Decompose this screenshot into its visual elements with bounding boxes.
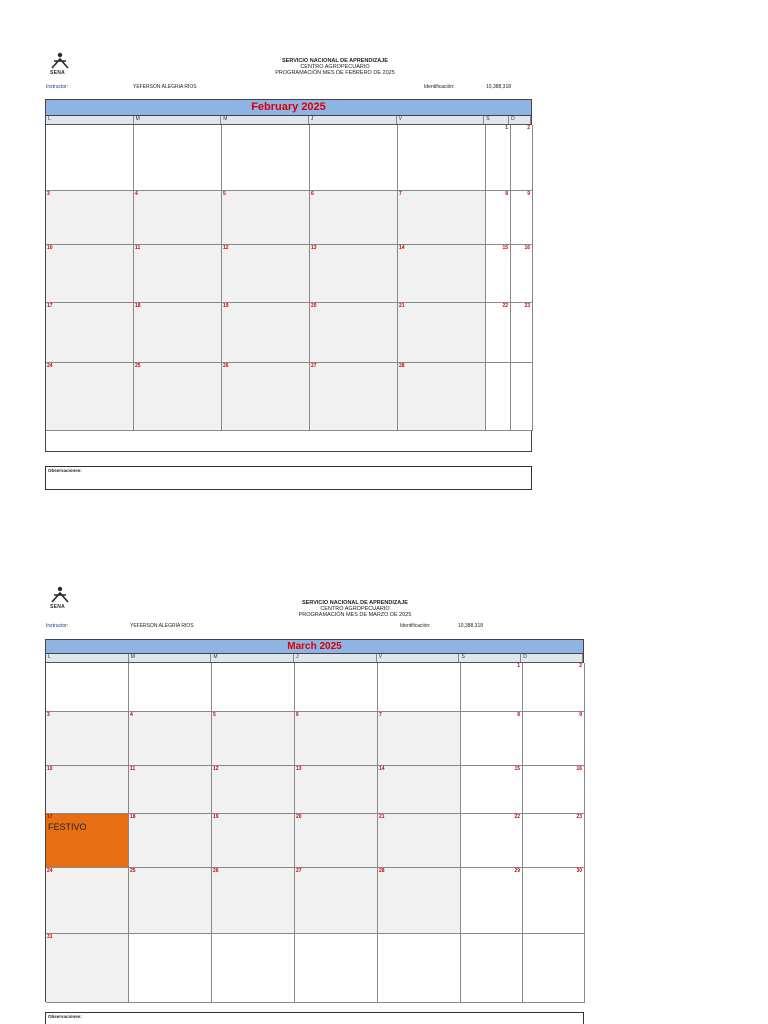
weekday-0: L xyxy=(46,116,134,124)
programming-title: PROGRAMACIÓN MES DE MARZO DE 2025 xyxy=(298,612,412,618)
march-page xyxy=(0,512,768,1024)
day-number: 23 xyxy=(524,303,530,309)
day-number: 26 xyxy=(223,363,229,369)
day-number: 11 xyxy=(135,245,141,251)
observations-label: Observaciones: xyxy=(48,468,82,473)
day-cell[interactable] xyxy=(310,303,398,363)
sena-logo xyxy=(50,586,80,616)
day-number: 3 xyxy=(47,191,50,197)
day-cell[interactable] xyxy=(46,712,129,766)
day-cell[interactable] xyxy=(310,125,398,191)
day-number: 14 xyxy=(379,766,385,772)
weekday-1: M xyxy=(129,654,212,662)
day-cell[interactable] xyxy=(46,814,129,868)
day-cell[interactable] xyxy=(134,363,222,431)
day-cell[interactable] xyxy=(461,663,523,712)
day-number: 11 xyxy=(130,766,136,772)
day-number: 1 xyxy=(505,125,508,131)
day-cell[interactable] xyxy=(222,303,310,363)
day-number: 8 xyxy=(517,712,520,718)
day-number: 3 xyxy=(47,712,50,718)
day-number: 2 xyxy=(579,663,582,669)
day-cell[interactable] xyxy=(523,766,585,814)
day-number: 27 xyxy=(311,363,317,369)
day-cell[interactable] xyxy=(212,766,295,814)
weekday-4: V xyxy=(397,116,485,124)
sena-logo xyxy=(50,52,80,82)
day-number: 5 xyxy=(223,191,226,197)
day-number: 19 xyxy=(213,814,219,820)
day-number: 17 xyxy=(47,303,53,309)
weekday-5: S xyxy=(459,654,521,662)
day-cell[interactable] xyxy=(46,868,129,934)
instructor-label: Instructor: xyxy=(46,623,69,629)
weekday-3: J xyxy=(294,654,377,662)
day-number: 1 xyxy=(517,663,520,669)
weekday-6: D xyxy=(509,116,531,124)
day-cell[interactable] xyxy=(511,245,533,303)
day-cell[interactable] xyxy=(129,868,212,934)
day-cell[interactable] xyxy=(523,663,585,712)
day-number: 12 xyxy=(223,245,229,251)
weekday-header xyxy=(46,654,583,663)
day-cell[interactable] xyxy=(46,934,129,1003)
day-cell[interactable] xyxy=(295,934,378,1003)
day-cell[interactable] xyxy=(134,191,222,245)
day-cell[interactable] xyxy=(461,934,523,1003)
day-cell[interactable] xyxy=(222,363,310,431)
day-cell[interactable] xyxy=(398,125,486,191)
day-number: 20 xyxy=(296,814,302,820)
day-number: 27 xyxy=(296,868,302,874)
day-number: 24 xyxy=(47,868,53,874)
id-value: 10,388,318 xyxy=(486,84,512,90)
day-cell[interactable] xyxy=(212,663,295,712)
holiday-label: FESTIVO xyxy=(48,822,87,832)
day-cell[interactable] xyxy=(212,868,295,934)
day-number: 25 xyxy=(130,868,136,874)
day-number: 18 xyxy=(135,303,141,309)
day-number: 28 xyxy=(399,363,405,369)
observations-label: Observaciones: xyxy=(48,1014,82,1019)
day-cell[interactable] xyxy=(310,363,398,431)
calendar-grid xyxy=(46,125,531,451)
day-cell[interactable] xyxy=(511,363,533,431)
day-cell[interactable] xyxy=(523,868,585,934)
day-number: 15 xyxy=(514,766,520,772)
day-cell[interactable] xyxy=(222,191,310,245)
day-number: 7 xyxy=(379,712,382,718)
day-cell[interactable] xyxy=(486,125,511,191)
day-cell[interactable] xyxy=(511,303,533,363)
day-number: 13 xyxy=(311,245,317,251)
month-title: March 2025 xyxy=(46,640,583,654)
instructor-name: YEFERSON ALEGRIA RIOS xyxy=(130,623,194,629)
day-cell[interactable] xyxy=(523,712,585,766)
day-number: 22 xyxy=(514,814,520,820)
day-number: 22 xyxy=(502,303,508,309)
day-number: 16 xyxy=(524,245,530,251)
id-label: Identificación: xyxy=(424,84,455,90)
day-number: 24 xyxy=(47,363,53,369)
day-cell[interactable] xyxy=(295,814,378,868)
day-cell[interactable] xyxy=(129,934,212,1003)
day-cell[interactable] xyxy=(511,191,533,245)
day-number: 15 xyxy=(502,245,508,251)
day-number: 21 xyxy=(379,814,385,820)
day-cell[interactable] xyxy=(461,868,523,934)
day-number: 4 xyxy=(135,191,138,197)
day-cell[interactable] xyxy=(378,934,461,1003)
day-number: 14 xyxy=(399,245,405,251)
day-cell[interactable] xyxy=(134,303,222,363)
day-number: 9 xyxy=(579,712,582,718)
page-header xyxy=(230,58,440,76)
day-cell[interactable] xyxy=(486,245,511,303)
sena-logo-icon xyxy=(50,586,70,604)
logo-text: SENA xyxy=(50,70,66,76)
day-cell[interactable] xyxy=(46,363,134,431)
day-cell[interactable] xyxy=(398,363,486,431)
day-number: 21 xyxy=(399,303,405,309)
id-value: 10,388,318 xyxy=(458,623,484,629)
day-cell[interactable] xyxy=(129,712,212,766)
day-number: 18 xyxy=(130,814,136,820)
day-cell[interactable] xyxy=(295,712,378,766)
weekday-5: S xyxy=(484,116,509,124)
day-cell[interactable] xyxy=(523,814,585,868)
day-number: 13 xyxy=(296,766,302,772)
day-number: 4 xyxy=(130,712,133,718)
programming-title: PROGRAMACIÓN MES DE FEBRERO DE 2025 xyxy=(275,70,395,76)
day-cell[interactable] xyxy=(46,245,134,303)
day-number: 12 xyxy=(213,766,219,772)
day-cell[interactable] xyxy=(461,712,523,766)
day-cell[interactable] xyxy=(378,868,461,934)
month-title: February 2025 xyxy=(46,100,531,116)
day-number: 6 xyxy=(311,191,314,197)
day-number: 28 xyxy=(379,868,385,874)
day-cell[interactable] xyxy=(222,245,310,303)
day-cell[interactable] xyxy=(398,191,486,245)
day-cell[interactable] xyxy=(378,712,461,766)
day-cell[interactable] xyxy=(486,363,511,431)
day-cell[interactable] xyxy=(46,766,129,814)
day-cell[interactable] xyxy=(523,934,585,1003)
day-number: 2 xyxy=(527,125,530,131)
logo-text: SENA xyxy=(50,604,66,610)
day-cell[interactable] xyxy=(46,125,134,191)
day-cell[interactable] xyxy=(486,191,511,245)
day-number: 31 xyxy=(47,934,53,940)
day-cell[interactable] xyxy=(295,663,378,712)
weekday-0: L xyxy=(46,654,129,662)
weekday-3: J xyxy=(309,116,397,124)
institution-title: SERVICIO NACIONAL DE APRENDIZAJE xyxy=(282,58,388,64)
day-cell[interactable] xyxy=(398,303,486,363)
day-number: 10 xyxy=(47,766,53,772)
day-cell[interactable] xyxy=(46,191,134,245)
day-cell[interactable] xyxy=(461,766,523,814)
day-cell[interactable] xyxy=(295,868,378,934)
day-cell[interactable] xyxy=(461,814,523,868)
weekday-4: V xyxy=(377,654,460,662)
weekday-2: M xyxy=(211,654,294,662)
day-number: 8 xyxy=(505,191,508,197)
center-title: CENTRO AGROPECUARIO xyxy=(320,606,390,612)
weekday-header xyxy=(46,116,531,125)
day-cell[interactable] xyxy=(222,125,310,191)
day-number: 25 xyxy=(135,363,141,369)
day-cell[interactable] xyxy=(46,303,134,363)
day-number: 30 xyxy=(576,868,582,874)
day-cell[interactable] xyxy=(134,245,222,303)
day-cell[interactable] xyxy=(511,125,533,191)
day-cell[interactable] xyxy=(212,814,295,868)
day-number: 23 xyxy=(576,814,582,820)
day-cell[interactable] xyxy=(129,663,212,712)
day-cell[interactable] xyxy=(46,663,129,712)
day-cell[interactable] xyxy=(398,245,486,303)
observations-box[interactable] xyxy=(45,1012,584,1024)
instructor-label: Instructor: xyxy=(46,84,69,90)
day-cell[interactable] xyxy=(378,814,461,868)
day-cell[interactable] xyxy=(378,663,461,712)
day-number: 17 xyxy=(47,814,53,820)
day-cell[interactable] xyxy=(129,766,212,814)
day-number: 6 xyxy=(296,712,299,718)
february-calendar xyxy=(45,99,532,452)
day-number: 20 xyxy=(311,303,317,309)
day-cell[interactable] xyxy=(134,125,222,191)
day-cell[interactable] xyxy=(212,712,295,766)
page-header xyxy=(250,600,460,618)
day-cell[interactable] xyxy=(486,303,511,363)
day-cell[interactable] xyxy=(310,245,398,303)
institution-title: SERVICIO NACIONAL DE APRENDIZAJE xyxy=(302,600,408,606)
day-cell[interactable] xyxy=(212,934,295,1003)
center-title: CENTRO AGROPECUARIO xyxy=(300,64,370,70)
day-cell[interactable] xyxy=(295,766,378,814)
calendar-grid xyxy=(46,663,583,1001)
day-number: 19 xyxy=(223,303,229,309)
day-cell[interactable] xyxy=(378,766,461,814)
weekday-2: M xyxy=(221,116,309,124)
weekday-6: D xyxy=(521,654,583,662)
march-calendar xyxy=(45,639,584,1002)
day-number: 16 xyxy=(576,766,582,772)
instructor-name: YEFERSON ALEGRIA RIOS xyxy=(133,84,197,90)
day-number: 29 xyxy=(514,868,520,874)
day-number: 9 xyxy=(527,191,530,197)
sena-logo-icon xyxy=(50,52,70,70)
day-number: 7 xyxy=(399,191,402,197)
observations-box[interactable] xyxy=(45,466,532,490)
day-number: 26 xyxy=(213,868,219,874)
weekday-1: M xyxy=(134,116,222,124)
day-cell[interactable] xyxy=(129,814,212,868)
id-label: Identificación: xyxy=(400,623,431,629)
day-number: 10 xyxy=(47,245,53,251)
day-number: 5 xyxy=(213,712,216,718)
day-cell[interactable] xyxy=(310,191,398,245)
